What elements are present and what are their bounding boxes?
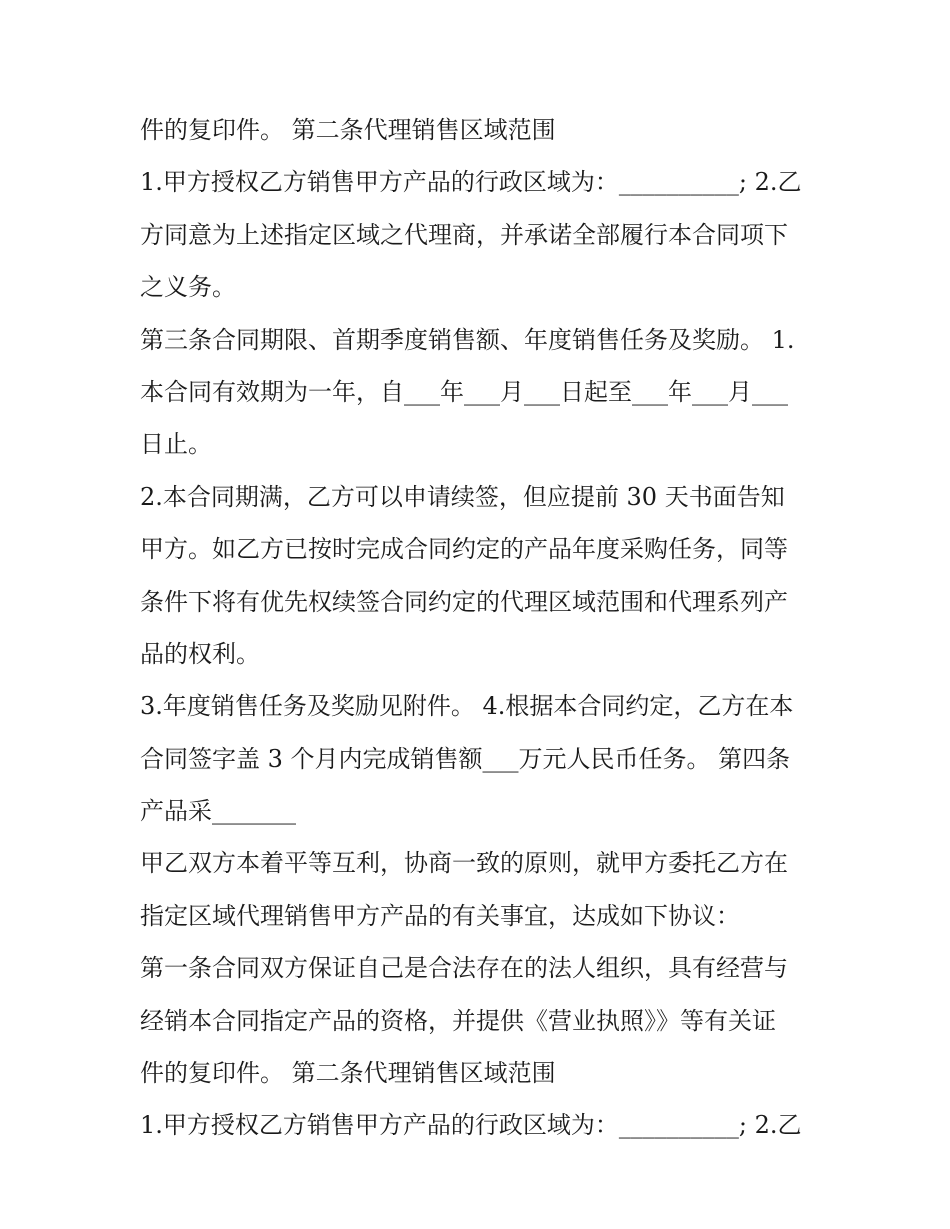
text-line: 条件下将有优先权续签合同约定的代理区域范围和代理系列产: [140, 587, 788, 616]
text-line: 第三条合同期限、首期季度销售额、年度销售任务及奖励。 1.: [140, 325, 795, 354]
text-line: 甲方。如乙方已按时完成合同约定的产品年度采购任务，同等: [140, 535, 788, 564]
text-line: 合同签字盖 3 个月内完成销售额___万元人民币任务。 第四条: [140, 744, 791, 773]
text-line: 品的权利。: [140, 639, 260, 668]
text-line: 第一条合同双方保证自己是合法存在的法人组织，具有经营与: [140, 954, 788, 983]
document-body: [140, 104, 820, 1152]
text-line: 件的复印件。 第二条代理销售区域范围: [140, 116, 556, 144]
text-line: 件的复印件。 第二条代理销售区域范围: [140, 1059, 556, 1088]
text-line: 指定区域代理销售甲方产品的有关事宜，达成如下协议：: [140, 901, 740, 930]
text-line: 3.年度销售任务及奖励见附件。 4.根据本合同约定，乙方在本: [140, 692, 794, 721]
text-line: 1.甲方授权乙方销售甲方产品的行政区域为：__________; 2.乙: [140, 1111, 802, 1140]
text-line: 2.本合同期满，乙方可以申请续签，但应提前 30 天书面告知: [140, 482, 785, 511]
text-line: 甲乙双方本着平等互利，协商一致的原则，就甲方委托乙方在: [140, 849, 788, 878]
text-line: 经销本合同指定产品的资格，并提供《营业执照》》等有关证: [140, 1006, 776, 1035]
text-line: 方同意为上述指定区域之代理商，并承诺全部履行本合同项下: [140, 220, 788, 249]
text-line: 产品采_______: [140, 797, 296, 826]
text-line: 之义务。: [140, 273, 236, 302]
text-line: 本合同有效期为一年，自___年___月___日起至___年___月___: [140, 377, 788, 406]
text-line: 日止。: [140, 430, 212, 459]
text-line: 1.甲方授权乙方销售甲方产品的行政区域为：__________; 2.乙: [140, 168, 802, 197]
